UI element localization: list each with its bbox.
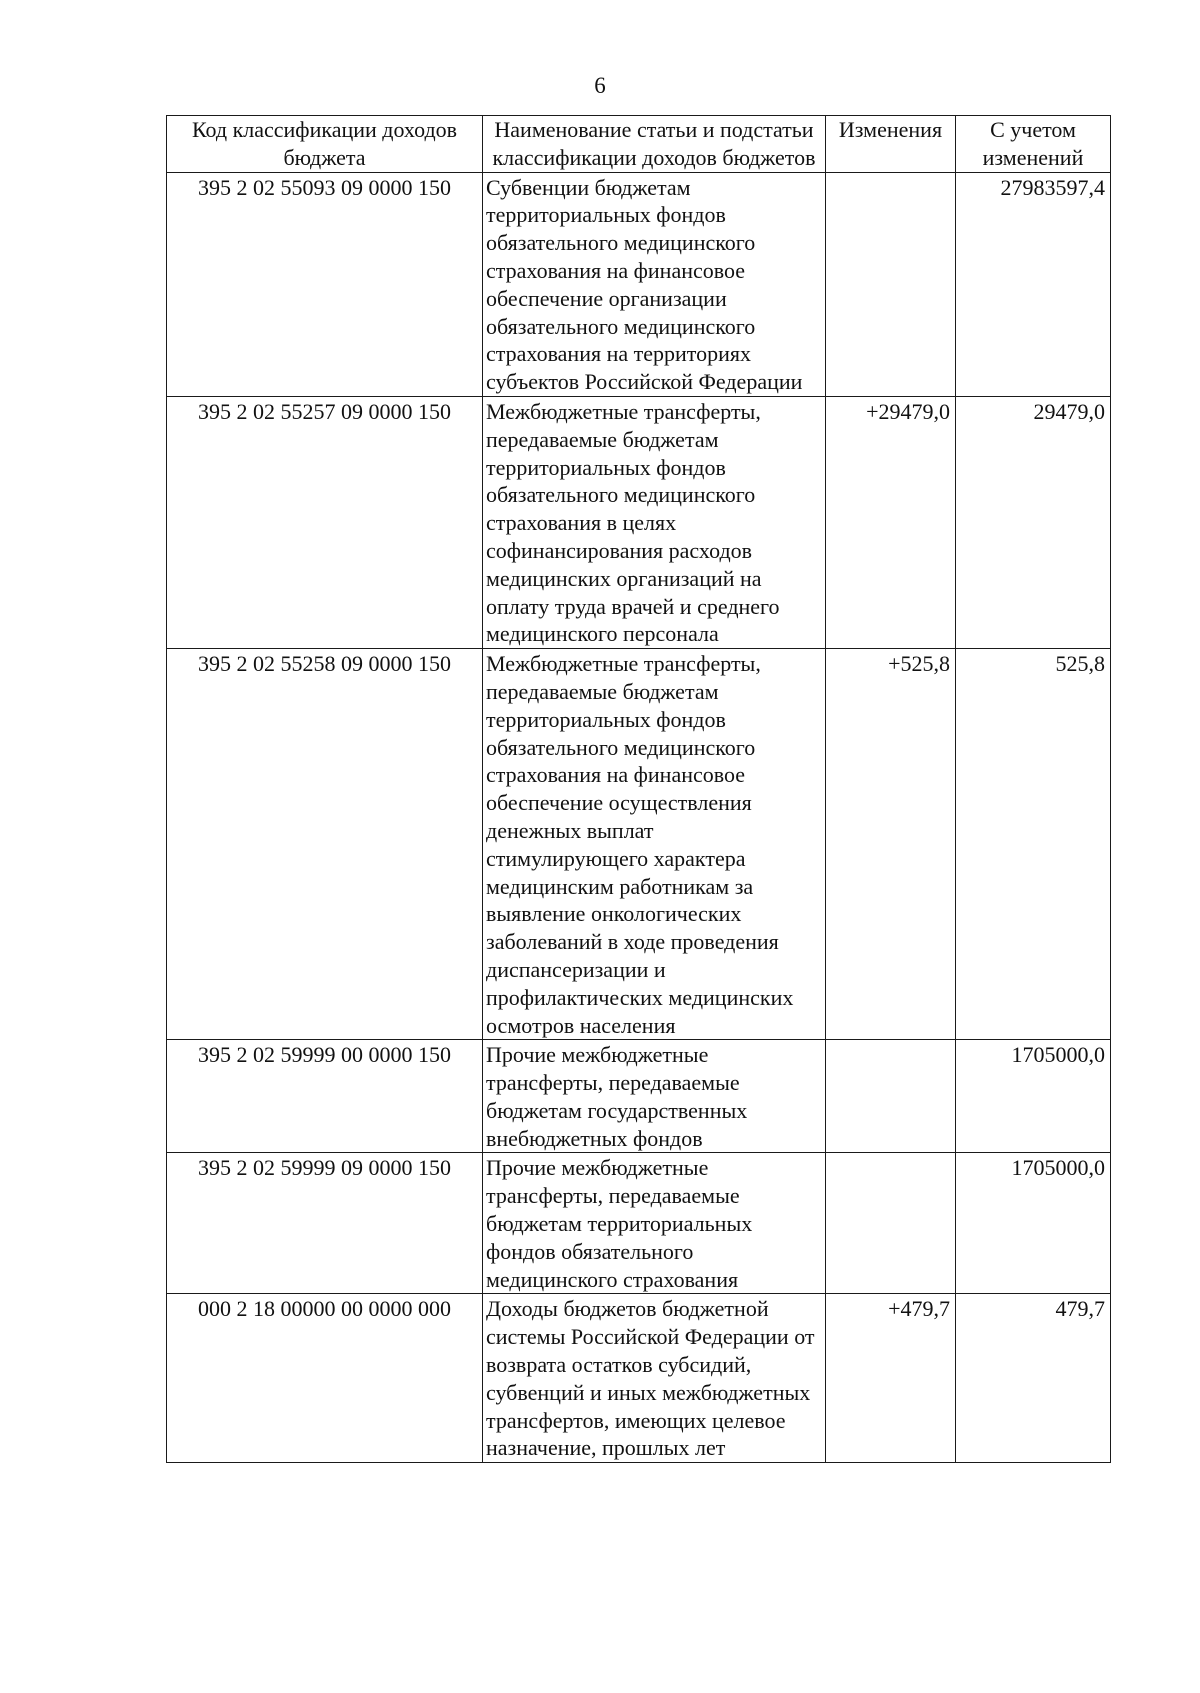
table-row [167, 172, 1111, 396]
row-code: 395 2 02 55257 09 0000 150 [167, 396, 483, 648]
header-change: Изменения [826, 116, 956, 173]
row-code: 395 2 02 59999 00 0000 150 [167, 1040, 483, 1153]
row-total: 29479,0 [956, 396, 1111, 648]
table-row [167, 1153, 1111, 1294]
row-change: +29479,0 [826, 396, 956, 648]
row-change [826, 1040, 956, 1153]
row-total: 1705000,0 [956, 1153, 1111, 1294]
table-row [167, 649, 1111, 1040]
table-header-row [167, 116, 1111, 173]
row-code: 395 2 02 55258 09 0000 150 [167, 649, 483, 1040]
header-total: С учетом изменений [956, 116, 1111, 173]
row-name: Межбюджетные трансферты, передаваемые бюджетам территориальных фондов обязательного медицинского страхования на финансовое обеспечение осуществления денежных выплат стимулирующего характера медицинским работникам за выявление онкологических заболеваний в ходе проведения диспансеризации и профилактических медицинских осмотров населения [483, 649, 826, 1040]
row-name: Межбюджетные трансферты, передаваемые бюджетам территориальных фондов обязательного медицинского страхования в целях софинансирования расходов медицинских организаций на оплату труда врачей и среднего медицинского персонала [483, 396, 826, 648]
row-code: 395 2 02 59999 09 0000 150 [167, 1153, 483, 1294]
row-code: 000 2 18 00000 00 0000 000 [167, 1294, 483, 1463]
page-number: 6 [594, 73, 606, 98]
row-name: Субвенции бюджетам территориальных фондов обязательного медицинского страхования на финансовое обеспечение организации обязательного медицинского страхования на территориях субъектов Российской Федерации [483, 172, 826, 396]
row-total: 27983597,4 [956, 172, 1111, 396]
row-name: Прочие межбюджетные трансферты, передаваемые бюджетам государственных внебюджетных фондов [483, 1040, 826, 1153]
row-code: 395 2 02 55093 09 0000 150 [167, 172, 483, 396]
row-total: 479,7 [956, 1294, 1111, 1463]
table-row [167, 396, 1111, 648]
table-row [167, 1294, 1111, 1463]
row-change: +525,8 [826, 649, 956, 1040]
row-change: +479,7 [826, 1294, 956, 1463]
row-change [826, 1153, 956, 1294]
header-name: Наименование статьи и подстатьи классификации доходов бюджетов [483, 116, 826, 173]
row-name: Прочие межбюджетные трансферты, передаваемые бюджетам территориальных фондов обязательного медицинского страхования [483, 1153, 826, 1294]
row-total: 1705000,0 [956, 1040, 1111, 1153]
row-change [826, 172, 956, 396]
row-total: 525,8 [956, 649, 1111, 1040]
table-row [167, 1040, 1111, 1153]
header-code: Код классификации доходов бюджета [167, 116, 483, 173]
row-name: Доходы бюджетов бюджетной системы Российской Федерации от возврата остатков субсидий, субвенций и иных межбюджетных трансфертов, имеющих целевое назначение, прошлых лет [483, 1294, 826, 1463]
budget-revenue-table [166, 115, 1111, 1463]
